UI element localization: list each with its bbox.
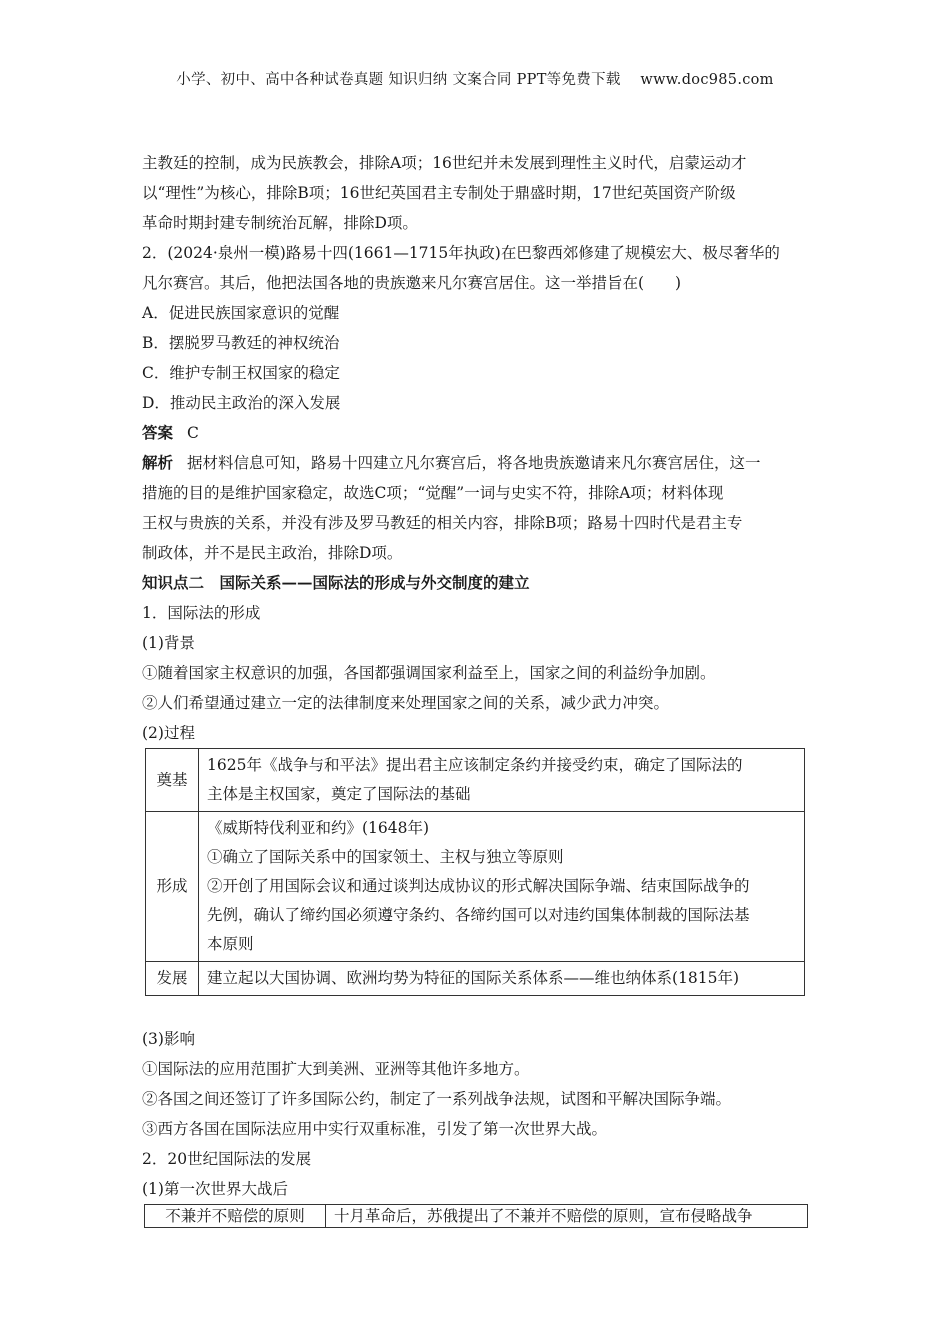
row-content: 十月革命后，苏俄提出了不兼并不赔偿的原则，宣布侵略战争 bbox=[326, 1205, 808, 1228]
cell-line: 《威斯特伐利亚和约》(1648年) bbox=[207, 819, 430, 837]
cell-line: 1625年《战争与和平法》提出君主应该制定条约并接受约束，确定了国际法的 bbox=[207, 756, 743, 774]
question-2 bbox=[142, 238, 810, 568]
row-content bbox=[199, 749, 805, 812]
impact-title: (3)影响 bbox=[142, 1030, 195, 1048]
ww1-table bbox=[144, 1204, 808, 1228]
impact-item: ②各国之间还签订了许多国际公约，制定了一系列战争法规，试图和平解决国际争端。 bbox=[142, 1090, 732, 1108]
cell-line: ②开创了用国际会议和通过谈判达成协议的形式解决国际争端、结束国际战争的 bbox=[207, 877, 750, 895]
knowledge-point-2 bbox=[142, 568, 810, 1228]
section-title: 知识点二 国际关系——国际法的形成与外交制度的建立 bbox=[142, 573, 530, 592]
analysis-line: 制政体，并不是民主政治，排除D项。 bbox=[142, 544, 403, 562]
background-title: (1)背景 bbox=[142, 634, 195, 652]
question-stem-line: 凡尔赛宫。其后，他把法国各地的贵族邀来凡尔赛宫居住。这一举措旨在( ) bbox=[142, 274, 682, 292]
cell-line: 主体是主权国家，奠定了国际法的基础 bbox=[207, 785, 471, 803]
analysis-text: 据材料信息可知，路易十四建立凡尔赛宫后，将各地贵族邀请来凡尔赛宫居住，这一 bbox=[187, 454, 761, 472]
page-header: 小学、初中、高中各种试卷真题 知识归纳 文案合同 PPT等免费下载 www.doc985.com bbox=[176, 72, 774, 88]
process-title: (2)过程 bbox=[142, 724, 195, 742]
row-content bbox=[199, 962, 805, 996]
process-table bbox=[145, 748, 805, 996]
cell-line: 建立起以大国协调、欧洲均势为特征的国际关系体系——维也纳体系(1815年) bbox=[207, 969, 740, 987]
question-stem-line: 2．(2024·泉州一模)路易十四(1661—1715年执政)在巴黎西郊修建了规模宏大、极尽奢华的 bbox=[142, 244, 780, 262]
ww1-title: (1)第一次世界大战后 bbox=[142, 1180, 288, 1198]
option-d: D．推动民主政治的深入发展 bbox=[142, 394, 341, 412]
background-item: ①随着国家主权意识的加强，各国都强调国家利益至上，国家之间的利益纷争加剧。 bbox=[142, 664, 716, 682]
row-header: 不兼并不赔偿的原则 bbox=[145, 1205, 326, 1228]
option-b: B．摆脱罗马教廷的神权统治 bbox=[142, 334, 340, 352]
subsection-title: 1．国际法的形成 bbox=[142, 604, 261, 622]
impact-item: ③西方各国在国际法应用中实行双重标准，引发了第一次世界大战。 bbox=[142, 1120, 608, 1138]
option-a: A．促进民族国家意识的觉醒 bbox=[142, 304, 340, 322]
analysis-label: 解析 bbox=[142, 453, 174, 472]
answer-line bbox=[142, 418, 810, 448]
row-content bbox=[199, 812, 805, 962]
option-c: C．维护专制王权国家的稳定 bbox=[142, 364, 340, 382]
row-header: 发展 bbox=[146, 962, 199, 996]
document-body bbox=[142, 148, 810, 1228]
cell-line: ①确立了国际关系中的国家领土、主权与独立等原则 bbox=[207, 848, 564, 866]
answer-label: 答案 bbox=[142, 423, 174, 442]
row-header: 奠基 bbox=[146, 749, 199, 812]
table-row bbox=[146, 749, 805, 812]
text-line: 以“理性”为核心，排除B项；16世纪英国君主专制处于鼎盛时期，17世纪英国资产阶级 bbox=[142, 184, 736, 202]
text-line: 革命时期封建专制统治瓦解，排除D项。 bbox=[142, 214, 418, 232]
table-row bbox=[146, 962, 805, 996]
cell-line: 本原则 bbox=[207, 935, 254, 953]
table-row bbox=[145, 1205, 808, 1228]
previous-analysis-continuation bbox=[142, 148, 810, 238]
impact-item: ①国际法的应用范围扩大到美洲、亚洲等其他许多地方。 bbox=[142, 1060, 530, 1078]
row-header: 形成 bbox=[146, 812, 199, 962]
analysis-line: 措施的目的是维护国家稳定，故选C项；“觉醒”一词与史实不符，排除A项；材料体现 bbox=[142, 484, 724, 502]
cell-line: 先例，确认了缔约国必须遵守条约、各缔约国可以对违约国集体制裁的国际法基 bbox=[207, 906, 750, 924]
background-item: ②人们希望通过建立一定的法律制度来处理国家之间的关系，减少武力冲突。 bbox=[142, 694, 670, 712]
analysis-line: 王权与贵族的关系，并没有涉及罗马教廷的相关内容，排除B项；路易十四时代是君主专 bbox=[142, 514, 743, 532]
answer-value: C bbox=[187, 424, 199, 442]
analysis-line bbox=[142, 448, 810, 478]
text-line: 主教廷的控制，成为民族教会，排除A项；16世纪并未发展到理性主义时代，启蒙运动才 bbox=[142, 154, 747, 172]
subsection-title: 2．20世纪国际法的发展 bbox=[142, 1150, 312, 1168]
table-row bbox=[146, 812, 805, 962]
